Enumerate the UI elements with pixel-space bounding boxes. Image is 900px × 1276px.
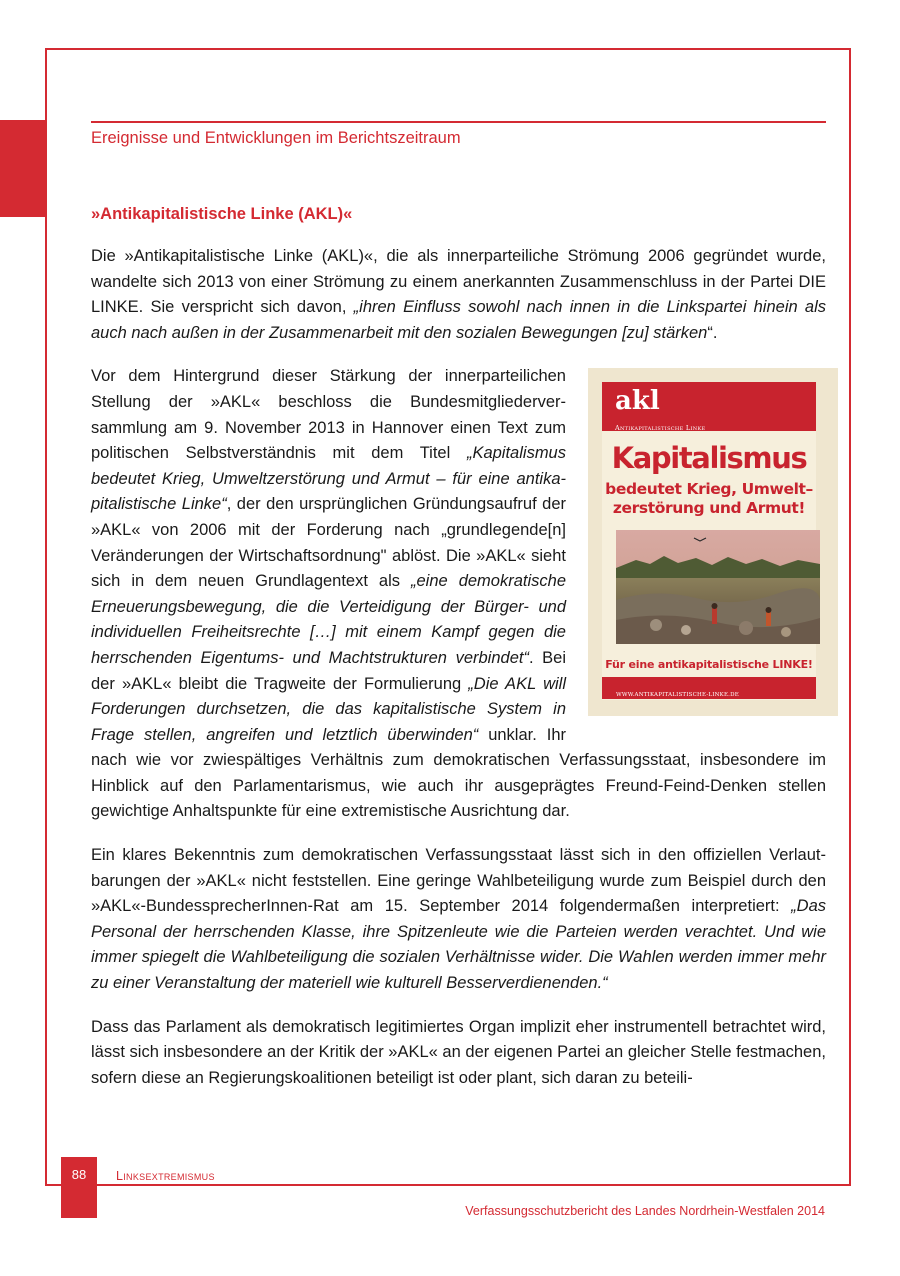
poster-subline-2: zerstörung und Armut! [612, 499, 806, 518]
poster-photo [616, 530, 820, 644]
poster-footer-bar [602, 677, 816, 699]
quote-run: „Kapitalismus bedeutet Krieg, Umweltzerstörung und Armut – für eine antikapitalistische Linke“ [91, 444, 566, 514]
page-number-tab [61, 1157, 97, 1218]
landfill-photo-illustration [616, 530, 820, 644]
poster-banner [602, 382, 816, 431]
text-run: . Bei der »AKL« bleibt die Tragweite der Formulierung [91, 648, 566, 693]
side-tab-marker [0, 120, 46, 217]
poster-subline-1: bedeutet Krieg, Umwelt– [605, 480, 813, 499]
text-run: Vor dem Hintergrund dieser Stärkung der innerparteilichen Stellung der »AKL« beschloss die Bundesmitgliederversammlung am 9. November 2013 in Hannover einen Text zum politischen Selbstverständnis mit dem Titel [91, 367, 566, 463]
text-run: Dass das Parlament als demokratisch legitimiertes Organ implizit eher instrumentell betrachtet wird, lässt sich insbesondere an der Kritik der »AKL« an der eigenen Partei an gleicher Stelle festmachen, sofern diese an Regierungskoalitionen beteiligt ist oder plant, sich daran zu beteili- [91, 1017, 826, 1087]
poster-url: WWW.ANTIKAPITALISTISCHE-LINKE.DE [616, 692, 739, 699]
poster-image [588, 368, 838, 716]
poster-logo-subtitle: Antikapitalistische Linke [615, 424, 706, 433]
quote-run: „eine demokratische Erneuerungsbewegung, die die Verteidigung der Bürger- und individuellen Freiheitsrechte […] mit einem Kampf gegen die herrschenden Eigentums- und Machtstrukturen verbindet“ [91, 572, 566, 667]
quote-run: „ihren Einfluss sowohl nach innen in die Linkspartei hinein als auch nach außen in der Zusammenarbeit mit den sozialen Bewegungen [zu] stärken [91, 298, 826, 342]
header-rule [91, 121, 826, 123]
article-body [91, 244, 826, 1109]
poster-subline [602, 480, 816, 518]
publication-footer: Verfassungsschutzbericht des Landes Nordrhein-Westfalen 2014 [465, 1204, 825, 1218]
article-title: »Antikapitalistische Linke (AKL)« [91, 205, 353, 223]
quote-run: „Das Personal der herrschenden Klasse, ihre Spitzenleute wie die Parteien werden verachtet. Und wie immer spiegelt die Wahlbeteiligung die sozialen Verhältnisse wider. Die Wahlen werden immer mehr zu einer Veranstaltung der materiell wie kulturell Besserverdienenden.“ [91, 897, 826, 993]
text-run: “. [707, 323, 718, 342]
poster-card [602, 382, 816, 700]
quote-run: „Die AKL will Forderungen durchsetzen, die das kapitalistische System in Frage stellen, angreifen und letztlich überwinden“ [91, 674, 566, 744]
text-run: unklar. Ihr nach wie vor zwiespältiges Verhältnis zum demokratischen Verfassungsstaat, insbesondere im Hinblick auf den Parlamentarismus, wie auch ihr ausgeprägtes Freund-Feind-Denken stellen gewichtige Anhaltspunkte für eine extremistische Ausrichtung dar. [91, 725, 826, 821]
poster-headline: Kapitalismus [611, 441, 807, 476]
running-head: Linksextremismus [116, 1169, 215, 1183]
poster-call-to-action: Für eine antikapitalistische LINKE! [605, 658, 813, 672]
poster-logo: akl [615, 386, 660, 417]
paragraph-1 [91, 244, 826, 346]
section-title: Ereignisse und Entwicklungen im Berichtszeitraum [91, 129, 461, 147]
text-run: Ein klares Bekenntnis zum demokratischen Verfassungsstaat lässt sich in den offiziellen Verlautbarungen der »AKL« nicht feststellen. Eine geringe Wahlbeteiligung wurde zum Beispiel durch den »AKL«-BundessprecherInnen-Rat am 15. September 2014 folgendermaßen interpretiert: [91, 846, 826, 916]
text-run: , der den ursprünglichen Gründungsaufruf der »AKL« von 2006 mit der Forderung nach „grundlegende[n] Veränderungen der Wirtschaftsordnung" ablöst. Die »AKL« sieht sich in dem neuen Grundlagentext als [91, 495, 567, 591]
text-run: Die »Antikapitalistische Linke (AKL)«, die als innerparteiliche Strömung 2006 gegründet wurde, wandelte sich 2013 von einer Strömung zu einem anerkannten Zusammenschluss in der Partei DIE LINKE. Sie verspricht sich davon, [91, 247, 826, 317]
page-number: 88 [71, 1167, 87, 1182]
paragraph-3 [91, 843, 826, 997]
paragraph-4 [91, 1015, 826, 1092]
